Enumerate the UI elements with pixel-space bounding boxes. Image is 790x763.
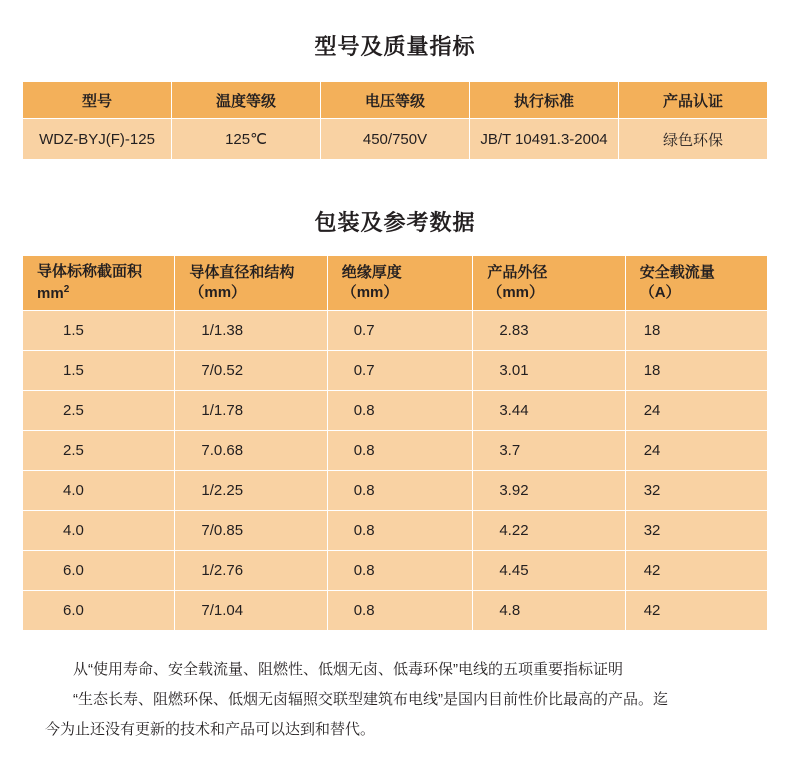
model-quality-table	[22, 81, 768, 160]
header-line-1: 绝缘厚度	[341, 263, 402, 281]
header-line-1: 导体标称截面积	[37, 263, 143, 281]
cell-insulation-thickness: 0.7	[327, 311, 473, 351]
table-row	[23, 511, 768, 551]
cell-insulation-thickness: 0.8	[327, 471, 473, 511]
cell-nominal-cross-section: 1.5	[23, 311, 175, 351]
cell-voltage-rating: 450/750V	[321, 119, 470, 160]
header-cell-temperature-rating: 温度等级	[172, 82, 321, 119]
cell-current-capacity: 24	[625, 431, 767, 471]
cell-standard: JB/T 10491.3-2004	[470, 119, 619, 160]
header-cell-outer-diameter	[473, 256, 625, 311]
cell-nominal-cross-section: 1.5	[23, 351, 175, 391]
header-cell-standard: 执行标准	[470, 82, 619, 119]
cell-insulation-thickness: 0.8	[327, 431, 473, 471]
cell-conductor-diameter: 7/0.52	[175, 351, 327, 391]
table-row	[23, 551, 768, 591]
header-cell-insulation-thickness	[327, 256, 473, 311]
cell-outer-diameter: 4.45	[473, 551, 625, 591]
cell-outer-diameter: 4.22	[473, 511, 625, 551]
table-row	[23, 311, 768, 351]
cell-current-capacity: 42	[625, 551, 767, 591]
header-line-2: （A）	[639, 284, 681, 301]
cell-current-capacity: 18	[625, 351, 767, 391]
cell-nominal-cross-section: 4.0	[23, 471, 175, 511]
header-cell-current-capacity	[625, 256, 767, 311]
table-row	[23, 471, 768, 511]
header-cell-voltage-rating: 电压等级	[321, 82, 470, 119]
cell-outer-diameter: 3.01	[473, 351, 625, 391]
table-row	[23, 391, 768, 431]
cell-conductor-diameter: 1/2.76	[175, 551, 327, 591]
section-title-packaging: 包装及参考数据	[314, 210, 476, 235]
section-title-model: 型号及质量指标	[314, 34, 476, 59]
cell-outer-diameter: 3.92	[473, 471, 625, 511]
cell-nominal-cross-section: 2.5	[23, 391, 175, 431]
cell-current-capacity: 32	[625, 511, 767, 551]
table-row	[23, 351, 768, 391]
header-line-2: mm	[37, 284, 64, 302]
cell-conductor-diameter: 7.0.68	[175, 431, 327, 471]
cell-nominal-cross-section: 6.0	[23, 591, 175, 631]
header-line-1: 导体直径和结构	[189, 263, 295, 281]
header-line-2: （mm）	[189, 284, 247, 301]
cell-conductor-diameter: 1/2.25	[175, 471, 327, 511]
header-line-1: 产品外径	[487, 263, 548, 281]
cell-nominal-cross-section: 6.0	[23, 551, 175, 591]
header-cell-conductor-diameter	[175, 256, 327, 311]
cell-nominal-cross-section: 2.5	[23, 431, 175, 471]
cell-insulation-thickness: 0.8	[327, 591, 473, 631]
cell-outer-diameter: 3.7	[473, 431, 625, 471]
cell-outer-diameter: 3.44	[473, 391, 625, 431]
footer-line-2: “生态长寿、阻燃环保、低烟无卤辐照交联型建筑布电线”是国内目前性价比最高的产品。迄	[73, 691, 668, 708]
cell-insulation-thickness: 0.8	[327, 391, 473, 431]
cell-conductor-diameter: 1/1.78	[175, 391, 327, 431]
header-line-2: （mm）	[341, 284, 399, 301]
cell-certification: 绿色环保	[619, 119, 768, 160]
cell-current-capacity: 24	[625, 391, 767, 431]
table-row	[23, 431, 768, 471]
header-line-1: 安全载流量	[639, 263, 715, 281]
packaging-table-body	[23, 311, 768, 631]
footer-line-1: 从“使用寿命、安全载流量、阻燃性、低烟无卤、低毒环保”电线的五项重要指标证明	[73, 661, 623, 678]
header-superscript: 2	[63, 283, 70, 295]
table-header-row	[23, 82, 768, 119]
cell-current-capacity: 32	[625, 471, 767, 511]
table-header-row	[23, 256, 768, 311]
cell-insulation-thickness: 0.8	[327, 511, 473, 551]
footer-paragraph	[45, 655, 745, 745]
cell-outer-diameter: 2.83	[473, 311, 625, 351]
table-row	[23, 119, 768, 160]
packaging-reference-table	[22, 255, 768, 631]
cell-temperature-rating: 125℃	[172, 119, 321, 160]
cell-nominal-cross-section: 4.0	[23, 511, 175, 551]
header-cell-certification: 产品认证	[619, 82, 768, 119]
header-cell-nominal-cross-section	[23, 256, 175, 311]
cell-insulation-thickness: 0.7	[327, 351, 473, 391]
cell-conductor-diameter: 7/1.04	[175, 591, 327, 631]
table-row	[23, 591, 768, 631]
cell-model: WDZ-BYJ(F)-125	[23, 119, 172, 160]
header-cell-model: 型号	[23, 82, 172, 119]
cell-current-capacity: 42	[625, 591, 767, 631]
cell-conductor-diameter: 1/1.38	[175, 311, 327, 351]
cell-insulation-thickness: 0.8	[327, 551, 473, 591]
cell-outer-diameter: 4.8	[473, 591, 625, 631]
document-page	[0, 30, 790, 763]
footer-line-3: 今为止还没有更新的技术和产品可以达到和替代。	[45, 721, 376, 738]
cell-current-capacity: 18	[625, 311, 767, 351]
header-line-2: （mm）	[487, 284, 545, 301]
cell-conductor-diameter: 7/0.85	[175, 511, 327, 551]
